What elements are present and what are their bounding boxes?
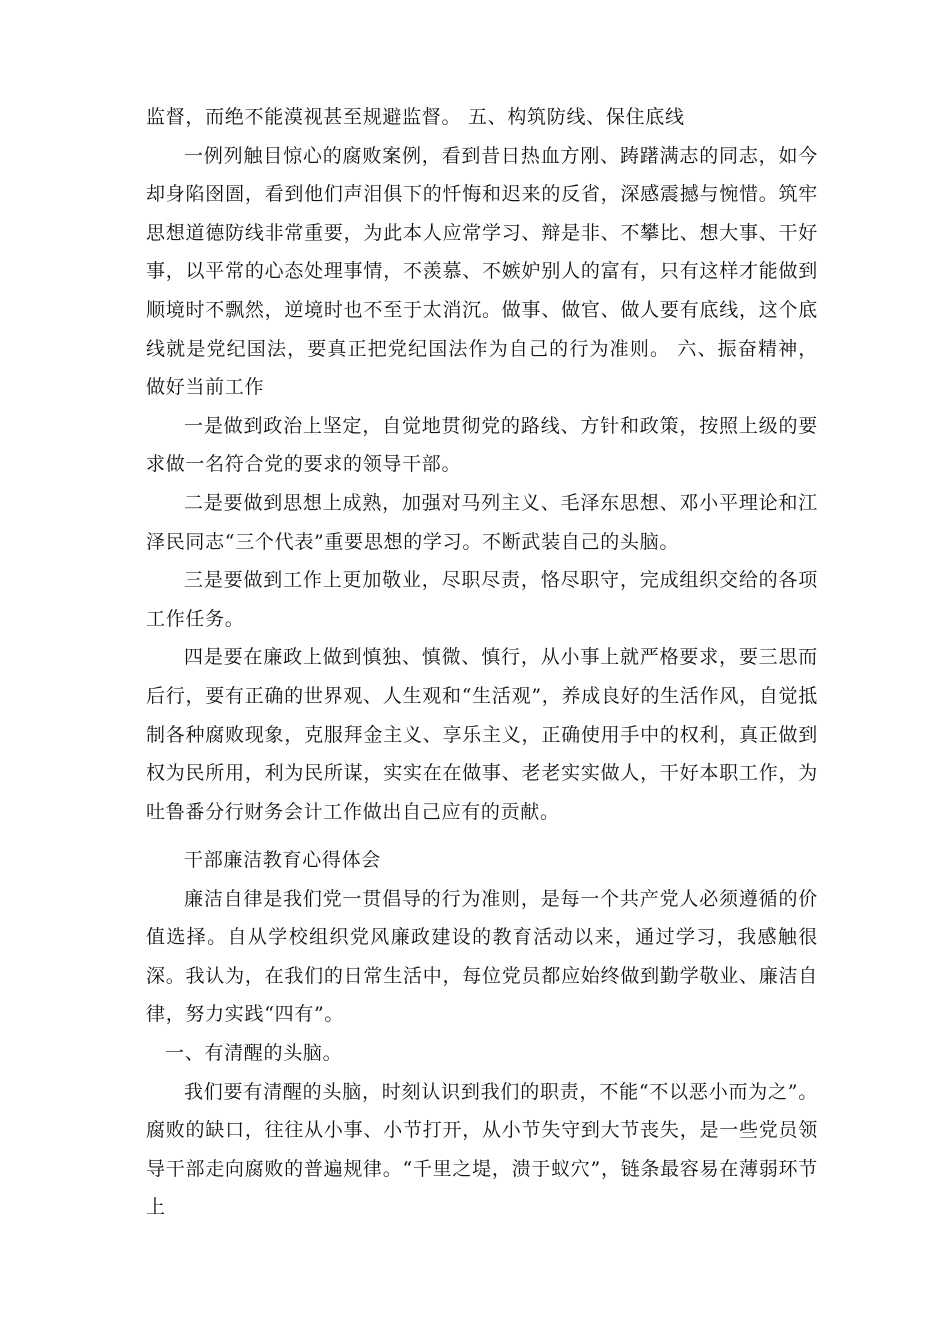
paragraph-point-two: 二是要做到思想上成熟，加强对马列主义、毛泽东思想、邓小平理论和江泽民同志“三个代表”重要思想的学习。不断武装自己的头脑。 xyxy=(146,491,818,553)
paragraph-defense-line: 一例列触目惊心的腐败案例，看到昔日热血方刚、踌躇满志的同志，如今却身陷囹圄，看到他们声泪俱下的忏悔和迟来的反省，深感震撼与惋惜。筑牢思想道德防线非常重要，为此本人应常学习、辩是非、不攀比、想大事、干好事，以平常的心态处理事情，不羡慕、不嫉妒别人的富有，只有这样才能做到顺境时不飘然，逆境时也不至于太消沉。做事、做官、做人要有底线，这个底线就是党纪国法，要真正把党纪国法作为自己的行为准则。 六、振奋精神，做好当前工作 xyxy=(146,144,818,399)
paragraph-point-one: 一是做到政治上坚定，自觉地贯彻党的路线、方针和政策，按照上级的要求做一名符合党的要求的领导干部。 xyxy=(146,414,818,476)
paragraph-clear-mind: 我们要有清醒的头脑，时刻认识到我们的职责，不能“不以恶小而为之”。腐败的缺口，往往从小事、小节打开，从小节失守到大节丧失，是一些党员领导干部走向腐败的普遍规律。“千里之堤，溃于蚁穴”，链条最容易在薄弱环节上 xyxy=(146,1080,818,1219)
section-2 xyxy=(146,841,818,1227)
section-1 xyxy=(146,98,818,831)
paragraph-continuation: 监督，而绝不能漠视甚至规避监督。 五、构筑防线、保住底线 xyxy=(146,106,685,128)
paragraph-point-three: 三是要做到工作上更加敬业，尽职尽责，恪尽职守，完成组织交给的各项工作任务。 xyxy=(146,569,818,630)
article-title: 干部廉洁教育心得体会 xyxy=(184,849,382,871)
heading-clear-mind: 一、有清醒的头脑。 xyxy=(165,1041,343,1064)
paragraph-point-four: 四是要在廉政上做到慎独、慎微、慎行，从小事上就严格要求，要三思而后行，要有正确的世界观、人生观和“生活观”，养成良好的生活作风，自觉抵制各种腐败现象，克服拜金主义、享乐主义，正确使用手中的权利，真正做到权为民所用，利为民所谋，实实在在做事、老老实实做人，干好本职工作，为吐鲁番分行财务会计工作做出自己应有的贡献。 xyxy=(146,646,818,823)
paragraph-intro: 廉洁自律是我们党一贯倡导的行为准则，是每一个共产党人必须遵循的价值选择。自从学校组织党风廉政建设的教育活动以来，通过学习，我感触很深。我认为，在我们的日常生活中，每位党员都应始终做到勤学敬业、廉洁自律，努力实践“四有”。 xyxy=(146,887,818,1026)
